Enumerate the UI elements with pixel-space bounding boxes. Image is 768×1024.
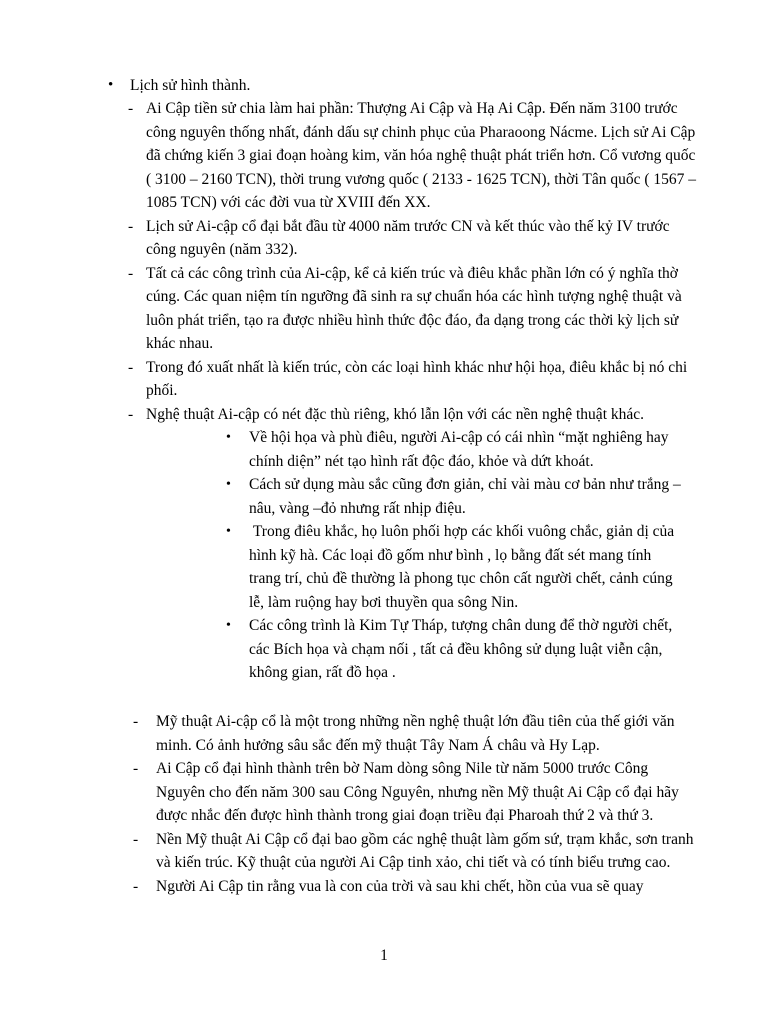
sub-list-item xyxy=(0,473,768,520)
dash-list-secondary xyxy=(0,710,768,898)
bullet-marker: • xyxy=(226,477,231,492)
list-item xyxy=(0,710,768,757)
sub-list-item-text: Về hội họa và phù điêu, người Ai-cập có cái nhìn “mặt nghiêng hay chính diện” nét tạo hình rất độc đáo, khỏe và dứt khoát. xyxy=(249,429,669,470)
dash-marker: - xyxy=(133,877,139,895)
bullet-marker: • xyxy=(226,430,231,445)
sub-list-item-text: Các công trình là Kim Tự Tháp, tượng chân dung để thờ người chết, các Bích họa và chạm nối , tất cả đều không sử dụng luật viễn cận, không gian, rất đồ họa . xyxy=(249,617,673,681)
list-item-text: Nền Mỹ thuật Ai Cập cổ đại bao gồm các nghệ thuật làm gốm sứ, trạm khắc, sơn tranh và kiến trúc. Kỹ thuật của người Ai Cập tinh xảo, chi tiết và có tính biểu trưng cao. xyxy=(156,830,694,871)
list-item-text: Ai Cập tiền sử chia làm hai phần: Thượng Ai Cập và Hạ Ai Cập. Đến năm 3100 trước công nguyên thống nhất, đánh dấu sự chinh phục của Pharaoong Nácme. Lịch sử Ai Cập đã chứng kiến 3 giai đoạn hoàng kim, văn hóa nghệ thuật phát triển hơn. Cổ vương quốc ( 3100 – 2160 TCN), thời trung vương quốc ( 2133 - 1625 TCN), thời Tân quốc ( 1567 – 1085 TCN) với các đời vua từ XVIII đến XX. xyxy=(146,100,697,211)
sub-list-item xyxy=(0,520,768,614)
list-item xyxy=(0,356,768,403)
sub-list-item xyxy=(0,426,768,473)
page-number: 1 xyxy=(380,947,388,964)
heading-bullet: • xyxy=(108,77,114,93)
list-item-text: Nghệ thuật Ai-cập có nét đặc thù riêng, khó lẫn lộn với các nền nghệ thuật khác. xyxy=(146,405,645,423)
list-item xyxy=(0,215,768,262)
dash-marker: - xyxy=(128,264,134,282)
list-item xyxy=(0,262,768,356)
bullet-sublist xyxy=(0,426,768,685)
bullet-marker: • xyxy=(226,618,231,633)
list-item-text: Người Ai Cập tin rằng vua là con của trời và sau khi chết, hồn của vua sẽ quay xyxy=(156,877,644,895)
dash-list-primary xyxy=(0,97,768,685)
list-item xyxy=(0,403,768,427)
sub-list-item-text: Trong điêu khắc, họ luôn phối hợp các khối vuông chắc, giản dị của hình kỹ hà. Các loại đồ gốm như bình , lọ bằng đất sét mang tính trang trí, chủ đề thường là phong tục chôn cất người chết, cảnh cúng lễ, làm ruộng hay bơi thuyền qua sông Nin. xyxy=(249,523,679,611)
dash-marker: - xyxy=(133,760,139,777)
list-item-text: Ai Cập cổ đại hình thành trên bờ Nam dòng sông Nile từ năm 5000 trước Công Nguyên cho đến năm 300 sau Công Nguyên, nhưng nền Mỹ thuật Ai Cập cổ đại hãy được nhắc đến được hình thành trong giai đoạn triều đại Pharoah thứ 2 và thứ 3. xyxy=(156,760,679,824)
sub-list-item-text: Cách sử dụng màu sắc cũng đơn giản, chỉ vài màu cơ bản như trắng –nâu, vàng –đỏ nhưng rất nhịp điệu. xyxy=(249,476,681,517)
list-item xyxy=(0,757,768,828)
bullet-marker: • xyxy=(226,524,231,539)
dash-marker: - xyxy=(128,100,134,117)
dash-marker: - xyxy=(128,217,134,235)
dash-marker: - xyxy=(133,830,139,848)
list-item-text: Trong đó xuất nhất là kiến trúc, còn các loại hình khác như hội họa, điêu khắc bị nó chi phối. xyxy=(146,358,688,399)
list-item xyxy=(0,97,768,215)
list-item xyxy=(0,875,768,899)
dash-marker: - xyxy=(128,358,134,376)
section-heading: Lịch sử hình thành. xyxy=(130,77,251,94)
sub-list-item xyxy=(0,614,768,685)
list-item xyxy=(0,828,768,875)
dash-marker: - xyxy=(133,713,139,730)
list-item-text: Lịch sử Ai-cập cổ đại bắt đầu từ 4000 năm trước CN và kết thúc vào thế kỷ IV trước công nguyên (năm 332). xyxy=(146,217,670,258)
list-item-text: Tất cả các công trình của Ai-cập, kể cả kiến trúc và điêu khắc phần lớn có ý nghĩa thờ cúng. Các quan niệm tín ngưỡng đã sinh ra sự chuẩn hóa các hình tượng nghệ thuật và luôn phát triển, tạo ra được nhiều hình thức độc đáo, đa dạng trong các thời kỳ lịch sử khác nhau. xyxy=(146,264,682,352)
dash-marker: - xyxy=(128,405,134,423)
list-item-text: Mỹ thuật Ai-cập cổ là một trong những nền nghệ thuật lớn đầu tiên của thế giới văn minh. Có ảnh hưởng sâu sắc đến mỹ thuật Tây Nam Á châu và Hy Lạp. xyxy=(156,713,675,754)
